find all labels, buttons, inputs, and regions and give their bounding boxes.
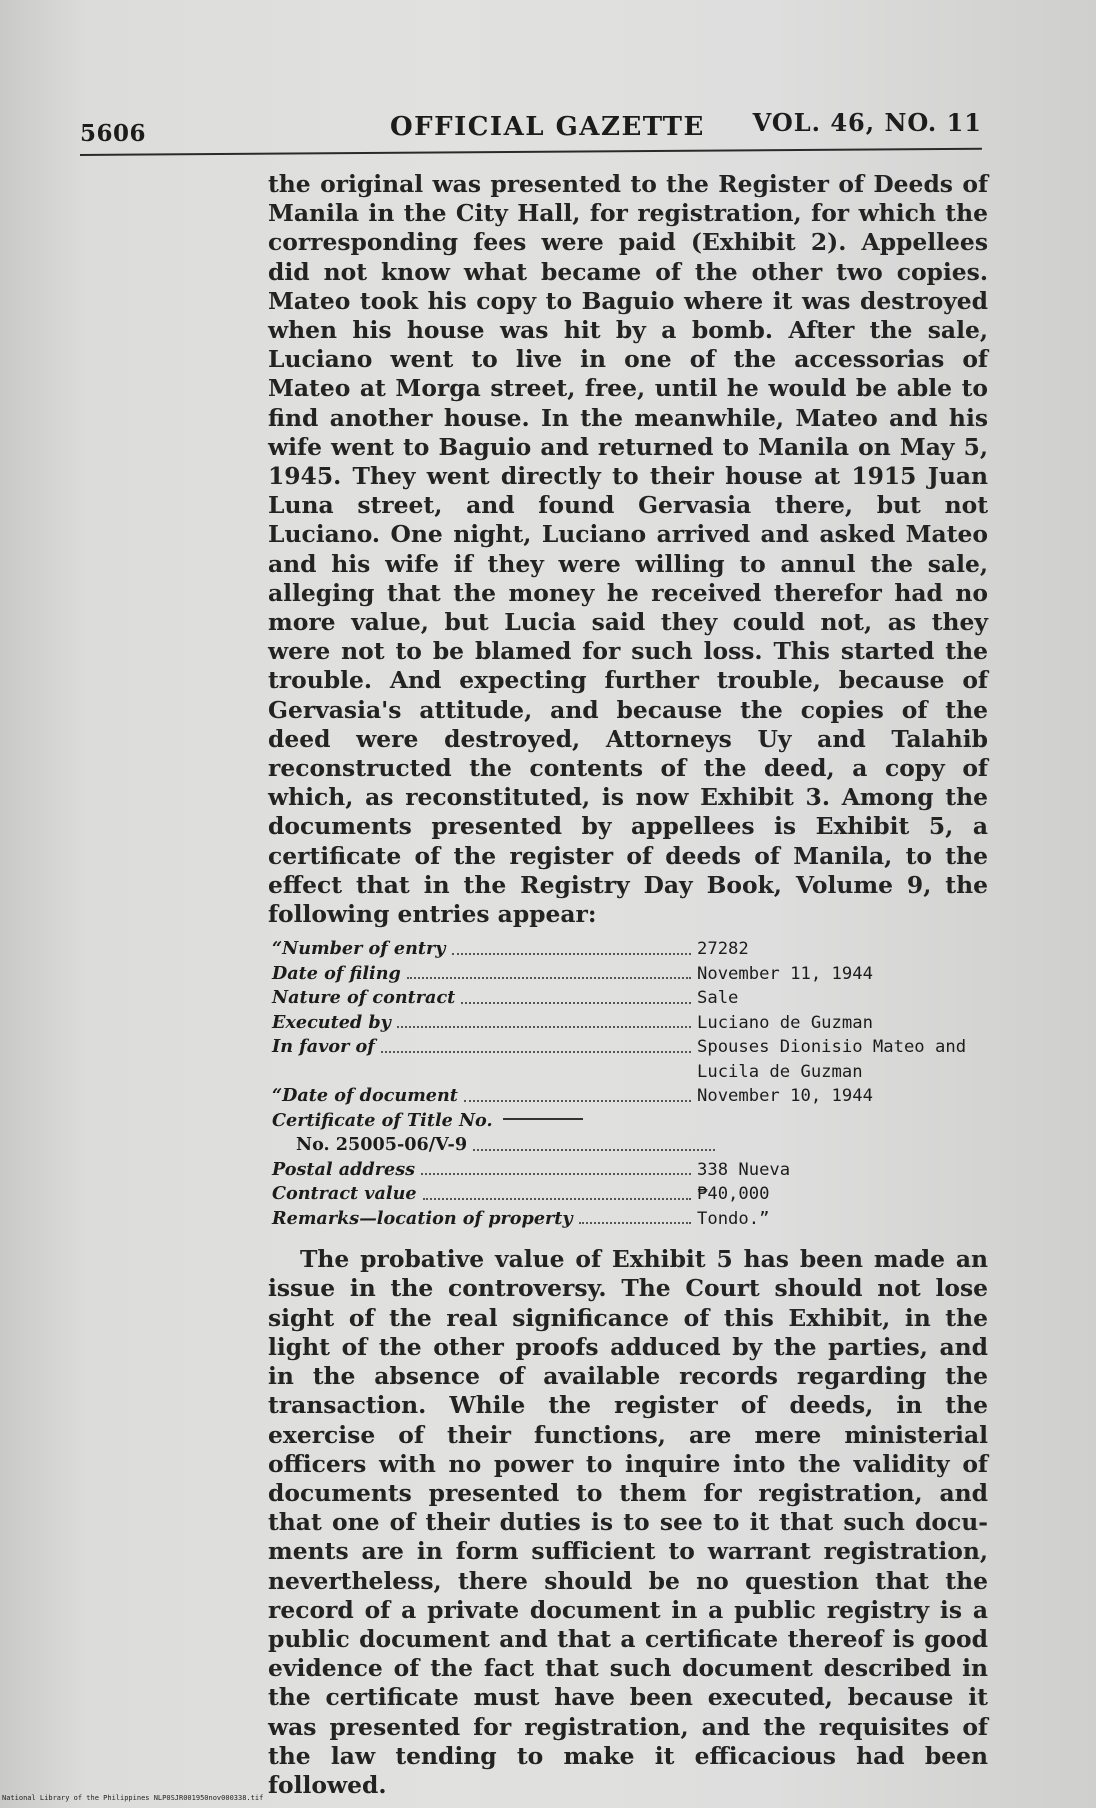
page-header xyxy=(80,108,982,148)
entry-value: November 10, 1944 xyxy=(697,1086,873,1107)
publication-title: OFFICIAL GAZETTE xyxy=(390,112,705,142)
paragraph-1: the original was presented to the Register of Deeds of Manila in the City Hall, for registration, for which the corresponding fees were paid (Exhibit 2). Appellees did not know what became of the other two copies. Mateo took his copy to Baguio where it was destroyed when his house was hit by a bomb. After the sale, Luciano went to live in one of the accessorias of Mateo at Morga street, free, until he would be able to find another house. In the meanwhile, Mateo and his wife went to Baguio and returned to Manila on May 5, 1945. They went directly to their house at 1915 Juan Luna street, and found Gervasia there, but not Luciano. One night, Luciano arrived and asked Mateo and his wife if they were willing to annul the sale, alleging that the money he received therefor had no more value, but Lucia said they could not, as they were not to be blamed for such loss. This started the trouble. And expecting further trouble, because of Gervasia's attitude, and because the copies of the deed were destroyed, Attorneys Uy and Talahib reconstructed the contents of the deed, a copy of which, as reconstituted, is now Exhibit 3. Among the documents presented by appellees is Exhibit 5, a certificate of the register of deeds of Manila, to the effect that in the Registry Day Book, Volume 9, the following entries appear: xyxy=(268,170,988,929)
entry-label: “Date of document xyxy=(272,1085,458,1107)
page-number: 5606 xyxy=(80,120,147,147)
entry-row xyxy=(272,986,988,1011)
certificate-number: No. 25005-06/V-9 xyxy=(296,1134,468,1156)
header-rule xyxy=(80,148,982,156)
entry-label: Nature of contract xyxy=(272,987,456,1009)
entry-value xyxy=(697,1035,988,1084)
entry-row xyxy=(272,937,988,962)
entry-value: 338 Nueva xyxy=(697,1159,791,1180)
registry-entries-table xyxy=(272,937,988,1231)
entry-row xyxy=(272,1207,988,1232)
entry-label: “Number of entry xyxy=(272,938,446,960)
entry-value-line: Lucila de Guzman xyxy=(697,1061,863,1082)
entry-value: ₱40,000 xyxy=(697,1184,770,1205)
entry-value: November 11, 1944 xyxy=(697,963,873,984)
entry-value: 27282 xyxy=(697,939,749,960)
paragraph-2: The probative value of Exhibit 5 has been made an issue in the controversy. The Court should not lose sight of the real significance of this Exhibit, in the light of the other proofs adduced by the parties, and in the absence of available records regarding the transaction. While the register of deeds, in the exercise of their functions, are mere ministerial officers with no power to inquire into the validity of documents presented to them for registration, and that one of their duties is to see to it that such documents are in form sufficient to warrant registration, nevertheless, there should be no question that the record of a private document in a public registry is a public document and that a certificate thereof is good evidence of the fact that such document described in the certificate must have been executed, because it was presented for registration, and the requisites of the law tending to make it efficacious had been followed. xyxy=(268,1245,988,1799)
scan-footer: National Library of the Philippines NLP0SJR001950nov000338.tif xyxy=(2,1794,264,1802)
entry-label: Date of filing xyxy=(272,962,401,984)
entry-value: Tondo.” xyxy=(697,1208,770,1229)
certificate-label: Certificate of Title No. xyxy=(272,1109,493,1131)
entry-row xyxy=(272,1084,988,1109)
entry-row xyxy=(272,1158,988,1183)
entry-value: Sale xyxy=(697,988,739,1009)
volume-number: VOL. 46, NO. 11 xyxy=(752,108,982,137)
entry-value-line: Spouses Dionisio Mateo and xyxy=(697,1037,967,1058)
entry-row xyxy=(272,962,988,987)
entry-value: Luciano de Guzman xyxy=(697,1012,873,1033)
entry-label: Executed by xyxy=(272,1011,391,1033)
entry-row xyxy=(272,1011,988,1036)
entry-row xyxy=(272,1182,988,1207)
entry-label: Remarks—location of property xyxy=(272,1207,573,1229)
entry-row xyxy=(272,1109,988,1134)
entry-row xyxy=(272,1035,988,1084)
entry-row xyxy=(272,1133,988,1158)
entry-label: Contract value xyxy=(272,1183,417,1205)
entry-label: Postal address xyxy=(272,1158,416,1180)
page-body xyxy=(268,170,988,1800)
entry-label: In favor of xyxy=(272,1036,375,1058)
